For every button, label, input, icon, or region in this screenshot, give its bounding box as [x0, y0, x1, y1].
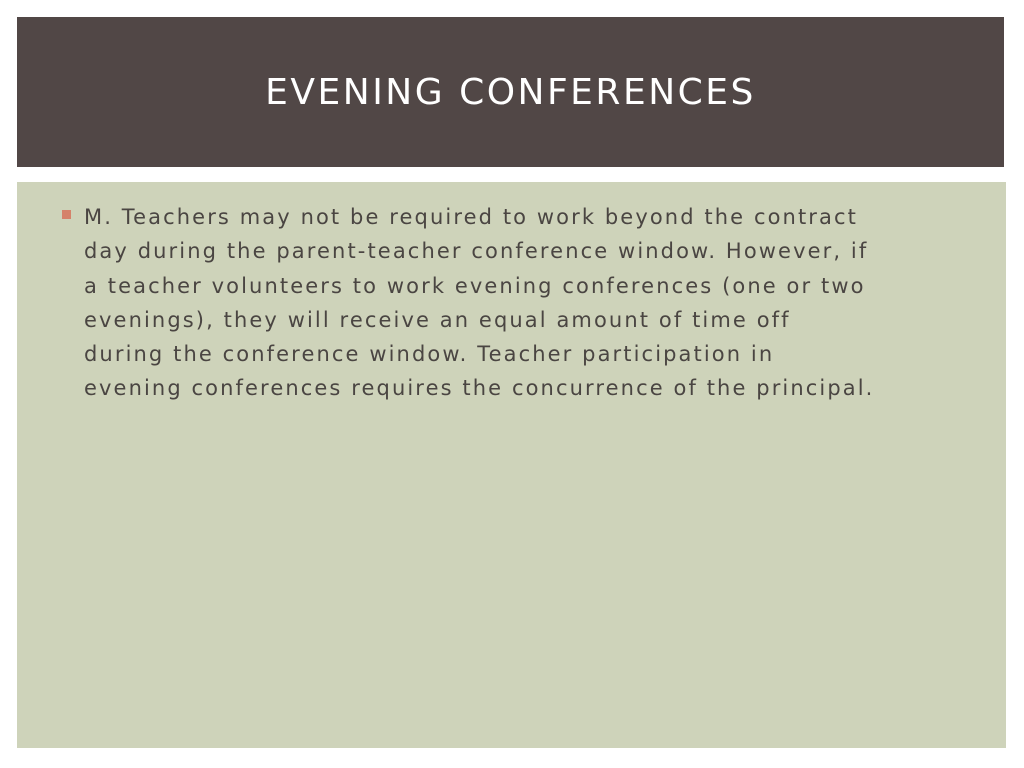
bullet-text: M. Teachers may not be required to work beyond the contract day during the parent-teacher conference window. However, if a teacher volunteers to work evening conferences (one or two evenings), they will receive an equal amount of time off during the conference window. Teacher participation in evening conferences requires the concurrence of the principal. — [84, 205, 875, 401]
slide-title: EVENING CONFERENCES — [265, 71, 756, 113]
content-panel — [17, 182, 1006, 748]
bullet-item — [84, 200, 989, 406]
square-bullet-icon — [62, 210, 71, 219]
title-bar — [17, 17, 1004, 167]
